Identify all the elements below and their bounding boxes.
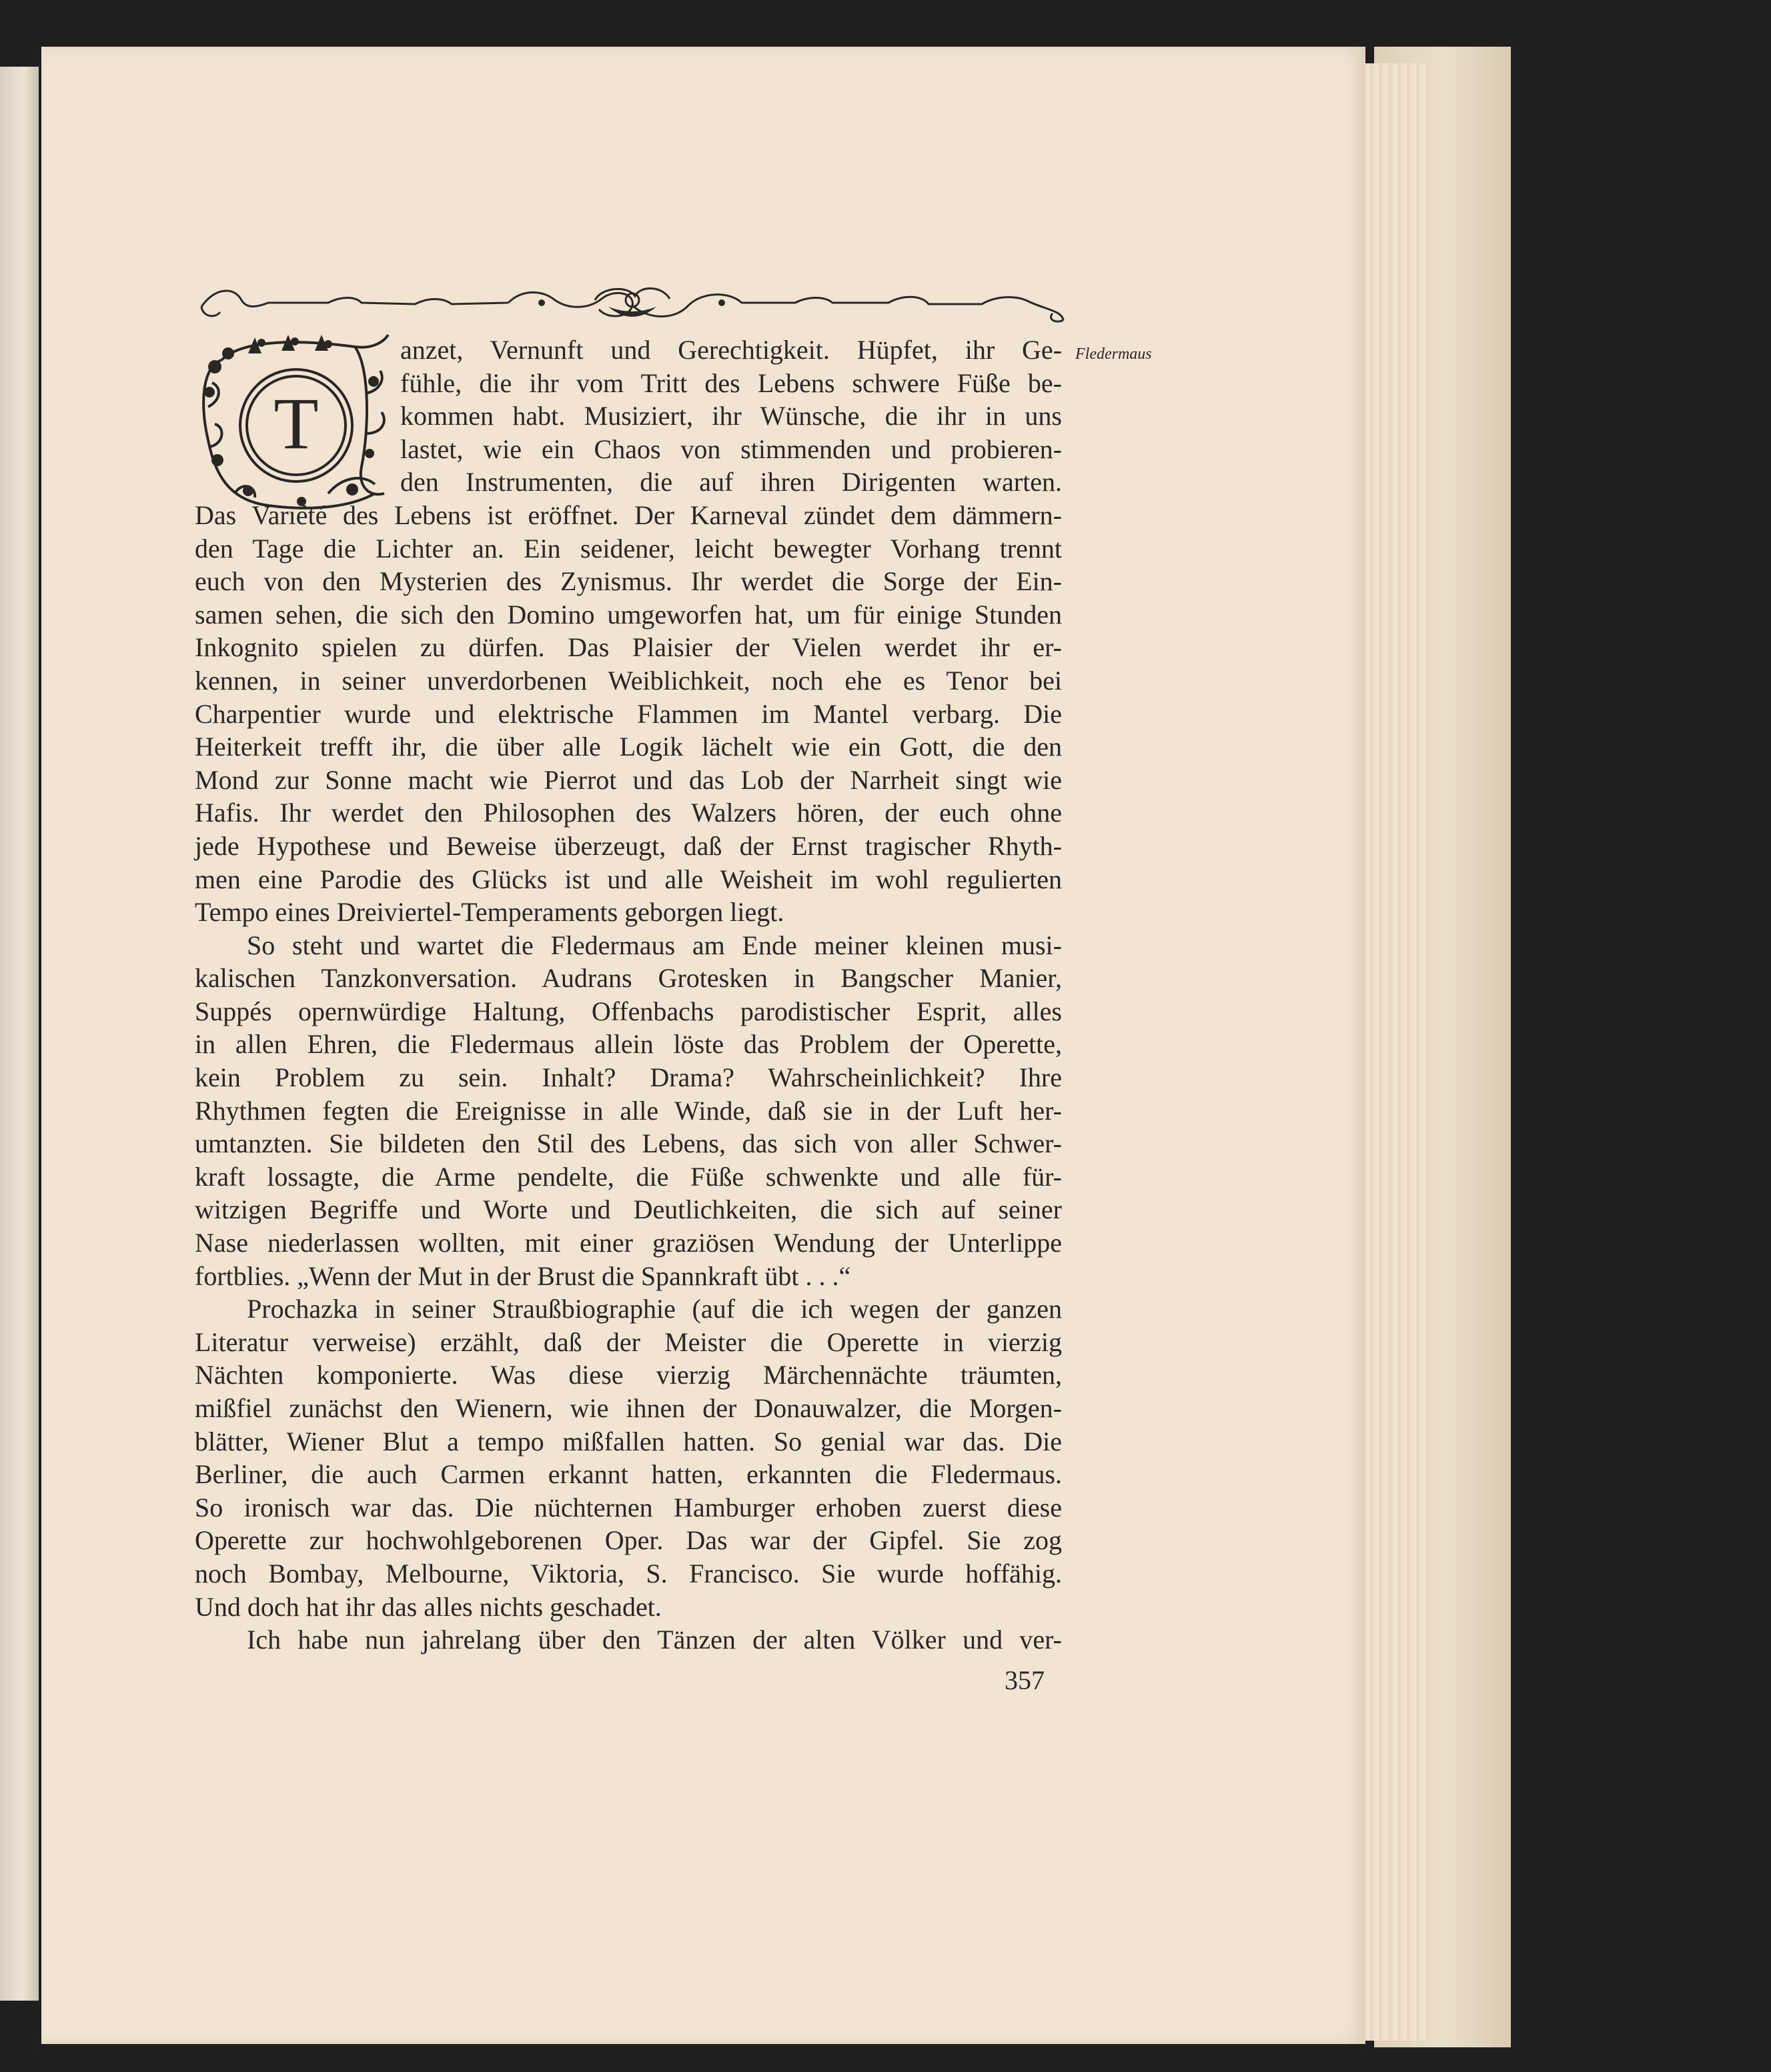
page-number: 357 [1005,1665,1045,1695]
text-line: lastet, wie ein Chaos von stimmenden und probieren- [400,433,1062,464]
text-line: Heiterkeit trefft ihr, die über alle Logik lächelt wie ein Gott, die den [195,732,1062,762]
text-line: Mond zur Sonne macht wie Pierrot und das Lob der Narrheit singt wie [195,764,1062,795]
text-line: Nächten komponierte. Was diese vierzig Märchennächte träumten, [195,1360,1062,1390]
left-page-edge [0,67,39,2001]
text-line: kennen, in seiner unverdorbenen Weiblichkeit, noch ehe es Tenor bei [195,665,1062,696]
text-line: jede Hypothese und Beweise überzeugt, daß der Ernst tragischer Rhyth- [195,830,1062,861]
text-line: So steht und wartet die Fledermaus am Ende meiner kleinen musi- [247,930,1062,960]
text-line: Inkognito spielen zu dürfen. Das Plaisier der Vielen werdet ihr er- [195,632,1062,663]
text-line: fortblies. „Wenn der Mut in der Brust die Spannkraft übt . . .“ [195,1260,851,1291]
text-line: Tempo eines Dreiviertel-Temperaments geborgen liegt. [195,897,784,928]
text-line: Und doch hat ihr das alles nichts geschadet. [195,1591,662,1622]
text-line: umtanzten. Sie bildeten den Stil des Lebens, das sich von aller Schwer- [195,1128,1062,1159]
text-line: Rhythmen fegten die Ereignisse in alle Winde, daß sie in der Luft her- [195,1095,1062,1126]
text-line: kein Problem zu sein. Inhalt? Drama? Wahrscheinlichkeit? Ihre [195,1062,1062,1093]
text-line: kraft lossagte, die Arme pendelte, die Füße schwenkte und alle für- [195,1161,1062,1192]
text-line: den Tage die Lichter an. Ein seidener, leicht bewegter Vorhang trennt [195,533,1062,564]
margin-note: Fledermaus [1075,345,1152,363]
body-text [195,333,1062,1657]
text-line: So ironisch war das. Die nüchternen Hamburger erhoben zuerst diese [195,1492,1062,1522]
text-line: fühle, die ihr vom Tritt des Lebens schwere Füße be- [400,367,1062,398]
text-line: in allen Ehren, die Fledermaus allein löste das Problem der Operette, [195,1029,1062,1060]
text-line: mißfiel zunächst den Wienern, wie ihnen der Donauwalzer, die Morgen- [195,1393,1062,1423]
text-line: noch Bombay, Melbourne, Viktoria, S. Francisco. Sie wurde hoffähig. [195,1558,1062,1589]
text-line: den Instrumenten, die auf ihren Dirigenten warten. [400,467,1062,497]
decorative-header-ornament [195,280,1070,327]
text-line: euch von den Mysterien des Zynismus. Ihr werdet die Sorge der Ein- [195,566,1062,597]
text-line: Hafis. Ihr werdet den Philosophen des Walzers hören, der euch ohne [195,798,1062,828]
text-line: Prochazka in seiner Straußbiographie (auf die ich wegen der ganzen [247,1294,1062,1324]
text-line: kalischen Tanzkonversation. Audrans Grotesken in Bangscher Manier, [195,963,1062,994]
text-line: witzigen Begriffe und Worte und Deutlichkeiten, die sich auf seiner [195,1194,1062,1225]
drop-cap-letter: T [273,383,319,464]
text-line: blätter, Wiener Blut a tempo mißfallen hatten. So genial war das. Die [195,1426,1062,1456]
text-line: Literatur verweise) erzählt, daß der Meister die Operette in vierzig [195,1326,1062,1357]
text-line: Berliner, die auch Carmen erkannt hatten, erkannten die Fledermaus. [195,1459,1062,1490]
text-line: men eine Parodie des Glücks ist und alle Weisheit im wohl regulierten [195,864,1062,894]
text-line: Suppés opernwürdige Haltung, Offenbachs parodistischer Esprit, alles [195,996,1062,1026]
text-line: Nase niederlassen wollten, mit einer graziösen Wendung der Unterlippe [195,1228,1062,1258]
text-line: Operette zur hochwohlgeborenen Oper. Das war der Gipfel. Sie zog [195,1525,1062,1556]
text-line: Das Variété des Lebens ist eröffnet. Der Karneval zündet dem dämmern- [195,499,1062,530]
text-line: Ich habe nun jahrelang über den Tänzen der alten Völker und ver- [247,1625,1062,1655]
text-line: anzet, Vernunft und Gerechtigkeit. Hüpfet, ihr Ge- [400,335,1062,365]
text-line: samen sehen, die sich den Domino umgeworfen hat, um für einige Stunden [195,599,1062,630]
text-line: Charpentier wurde und elektrische Flammen im Mantel verbarg. Die [195,698,1062,729]
text-line: kommen habt. Musiziert, ihr Wünsche, die ihr in uns [400,401,1062,431]
